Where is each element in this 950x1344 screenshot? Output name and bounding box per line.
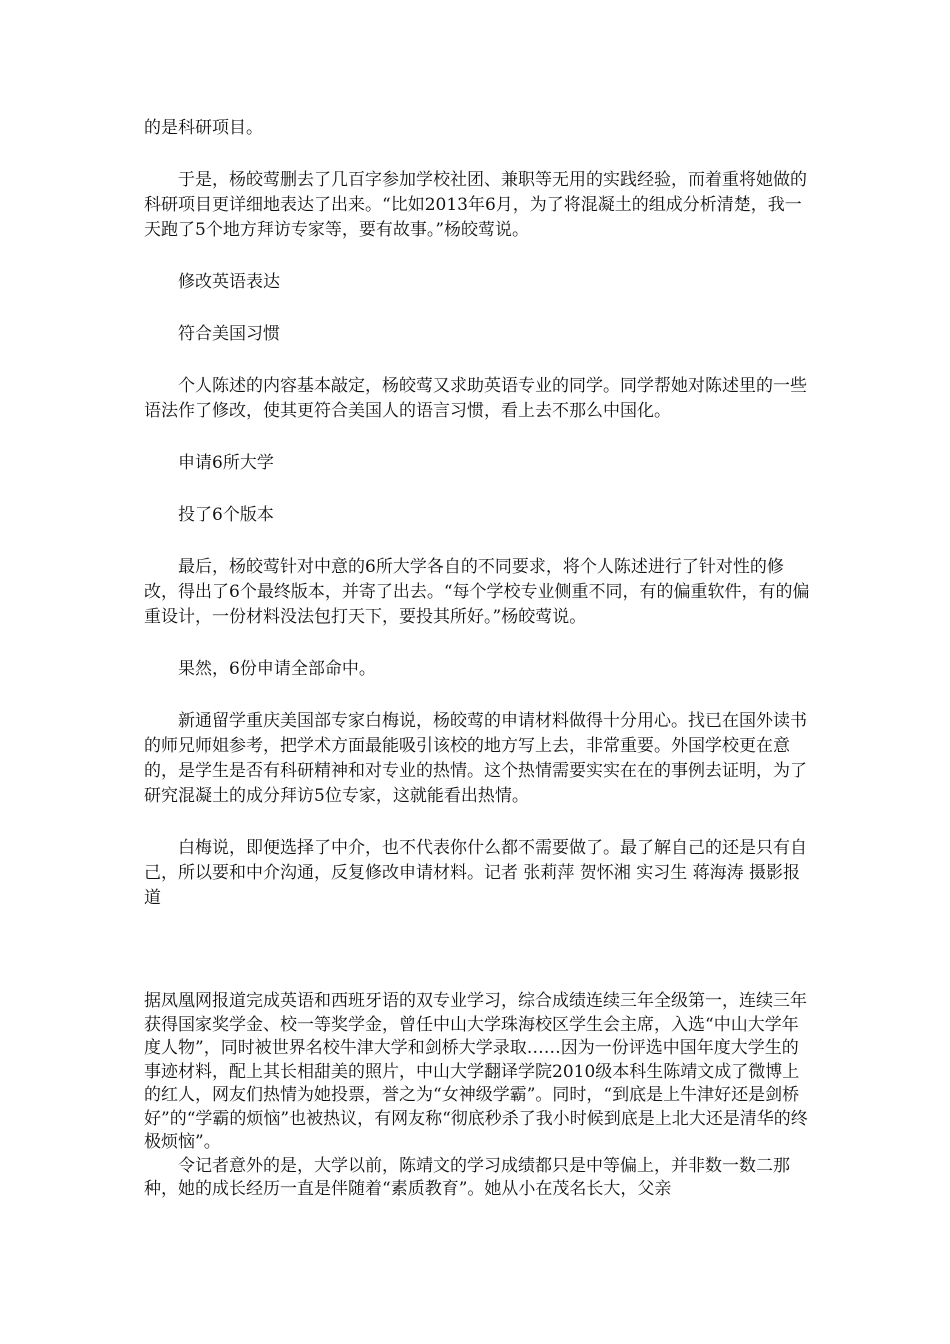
article-section-2 — [144, 990, 814, 1202]
paragraph: 白梅说，即便选择了中介，也不代表你什么都不需要做了。最了解自己的还是只有自己，所以要和中介沟通，反复修改申请材料。记者 张莉萍 贺怀湘 实习生 蒋海涛 摄影报道 — [144, 838, 807, 908]
paragraph: 据凤凰网报道完成英语和西班牙语的双专业学习，综合成绩连续三年全级第一，连续三年获得国家奖学金、校一等奖学金，曾任中山大学珠海校区学生会主席，入选“中山大学年度人物”，同时被世界名校牛津大学和剑桥大学录取……因为一份评选中国年度大学生的事迹材料，配上其长相甜美的照片，中山大学翻译学院2010级本科生陈靖文成了微博上的红人，网友们热情为她投票，誉之为“女神级学霸”。同时，“到底是上牛津好还是剑桥好”的“学霸的烦恼”也被热议，有网友称“彻底秒杀了我小时候到底是上北大还是清华的终极烦恼”。 — [144, 991, 808, 1152]
subheading: 符合美国习惯 — [178, 324, 280, 344]
article-section-1 — [144, 116, 814, 938]
paragraph: 新通留学重庆美国部专家白梅说，杨皎莺的申请材料做得十分用心。找已在国外读书的师兄师姐参考，把学术方面最能吸引该校的地方写上去，非常重要。外国学校更在意的，是学生是否有科研精神和对专业的热情。这个热情需要实实在在的事例去证明，为了研究混凝土的成分拜访5位专家，这就能看出热情。 — [144, 711, 807, 806]
paragraph: 个人陈述的内容基本敲定，杨皎莺又求助英语专业的同学。同学帮她对陈述里的一些语法作了修改，使其更符合美国人的语言习惯，看上去不那么中国化。 — [144, 376, 807, 421]
subheading: 投了6个版本 — [178, 505, 274, 525]
subheading: 修改英语表达 — [178, 272, 280, 292]
paragraph: 的是科研项目。 — [144, 118, 263, 138]
subheading: 申请6所大学 — [178, 453, 274, 473]
paragraph: 果然，6份申请全部命中。 — [178, 659, 376, 679]
paragraph: 于是，杨皎莺删去了几百字参加学校社团、兼职等无用的实践经验，而着重将她做的科研项目更详细地表达了出来。“比如2013年6月，为了将混凝土的组成分析清楚，我一天跑了5个地方拜访专家等，要有故事。”杨皎莺说。 — [144, 170, 807, 240]
paragraph: 最后，杨皎莺针对中意的6所大学各自的不同要求，将个人陈述进行了针对性的修改，得出了6个最终版本，并寄了出去。“每个学校专业侧重不同，有的偏重软件，有的偏重设计，一份材料没法包打天下，要投其所好。”杨皎莺说。 — [144, 557, 810, 627]
paragraph: 令记者意外的是，大学以前，陈靖文的学习成绩都只是中等偏上，并非数一数二那种，她的成长经历一直是伴随着“素质教育”。她从小在茂名长大，父亲 — [144, 1155, 790, 1199]
